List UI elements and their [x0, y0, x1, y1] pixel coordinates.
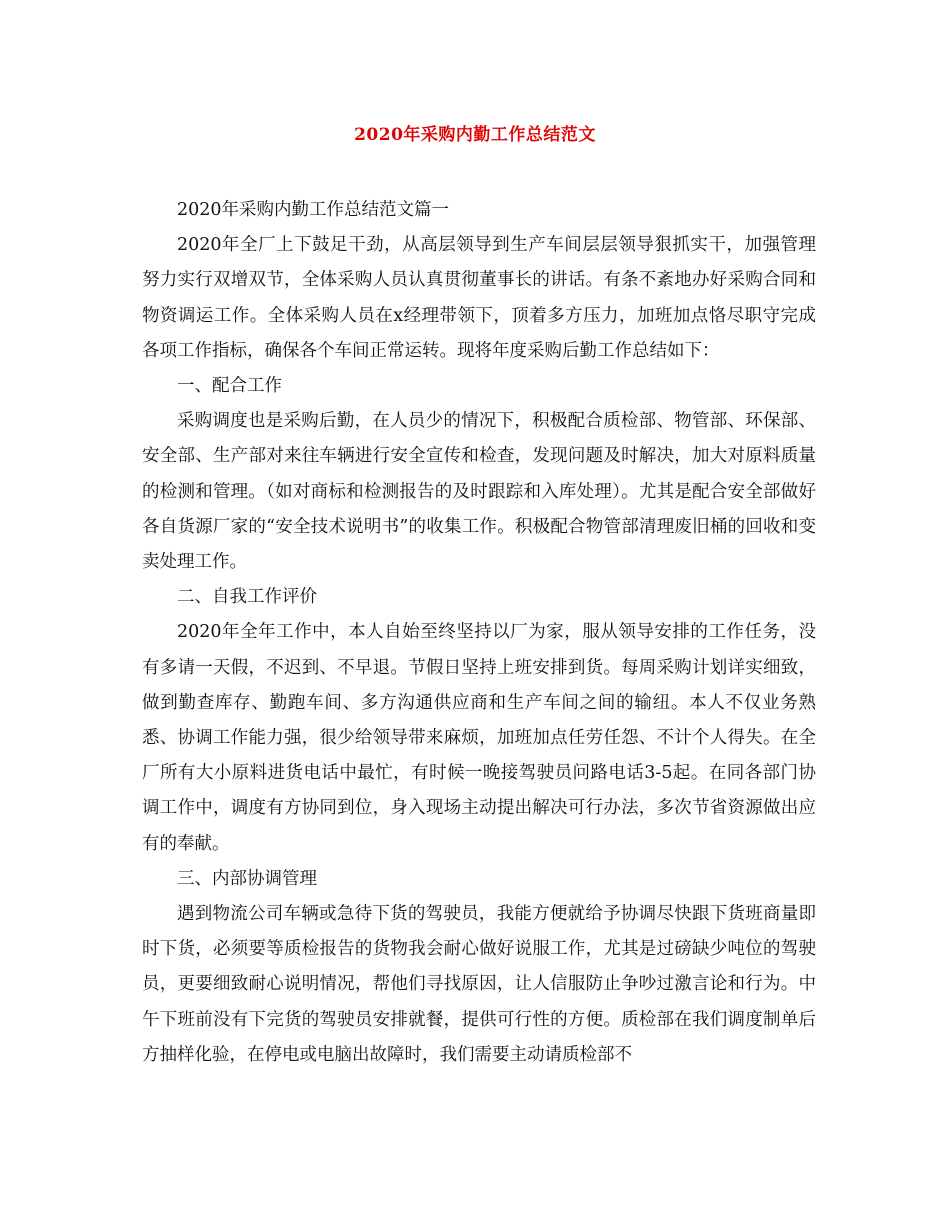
section-heading-cooperation: 一、配合工作	[177, 376, 282, 397]
paragraph-cooperation: 采购调度也是采购后勤，在人员少的情况下，积极配合质检部、物管部、环保部、安全部、生产部对来往车辆进行安全宣传和检查，发现问题及时解决，加大对原料质量的检测和管理。（如对商标和检测报告的及时跟踪和入库处理）。尤其是配合安全部做好各自货源厂家的“安全技术说明书”的收集工作。积极配合物管部清理废旧桶的回收和变卖处理工作。	[142, 411, 816, 573]
paragraph-intro: 2020年全厂上下鼓足干劲，从高层领导到生产车间层层领导狠抓实干，加强管理努力实行双增双节，全体采购人员认真贯彻董事长的讲话。有条不紊地办好采购合同和物资调运工作。全体采购人员在x经理带领下，顶着多方压力，加班加点恪尽职守完成各项工作指标，确保各个车间正常运转。现将年度采购后勤工作总结如下：	[142, 235, 816, 361]
section-heading-internal-coordination: 三、内部协调管理	[177, 868, 317, 889]
document-body	[142, 193, 816, 1073]
section-heading-self-evaluation: 二、自我工作评价	[177, 587, 317, 608]
document-title: 2020年采购内勤工作总结范文	[354, 125, 596, 145]
section-heading-article-one: 2020年采购内勤工作总结范文篇一	[177, 200, 450, 220]
paragraph-internal-coordination: 遇到物流公司车辆或急待下货的驾驶员，我能方便就给予协调尽快跟下货班商量即时下货，必须要等质检报告的货物我会耐心做好说服工作，尤其是过磅缺少吨位的驾驶员，更要细致耐心说明情况，帮他们寻找原因，让人信服防止争吵过激言论和行为。中午下班前没有下完货的驾驶员安排就餐，提供可行性的方便。质检部在我们调度制单后方抽样化验，在停电或电脑出故障时，我们需要主动请质检部不	[142, 904, 816, 1065]
paragraph-self-evaluation: 2020年全年工作中，本人自始至终坚持以厂为家，服从领导安排的工作任务，没有多请一天假，不迟到、不早退。节假日坚持上班安排到货。每周采购计划详实细致，做到勤查库存、勤跑车间、多方沟通供应商和生产车间之间的输纽。本人不仅业务熟悉、协调工作能力强，很少给领导带来麻烦，加班加点任劳任怨、不计个人得失。在全厂所有大小原料进货电话中最忙，有时候一晚接驾驶员问路电话3-5起。在同各部门协调工作中，调度有方协同到位，身入现场主动提出解决可行办法，多次节省资源做出应有的奉献。	[142, 622, 816, 854]
